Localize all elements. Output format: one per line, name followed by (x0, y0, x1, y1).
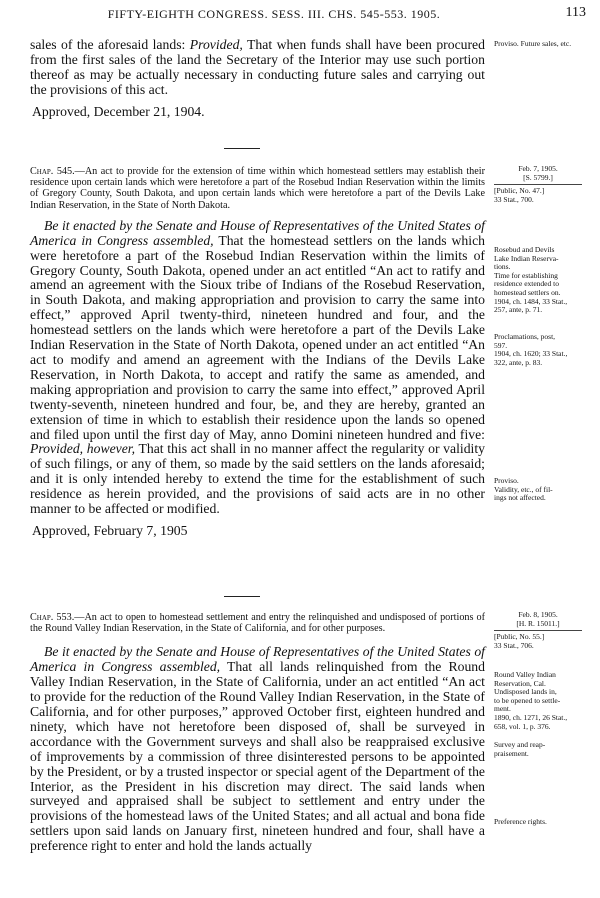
margin-round-valley: Round Valley Indian (494, 670, 556, 679)
margin-time-extended: Time for establishing (494, 270, 558, 280)
prev-act-end (30, 38, 485, 119)
chapter-545 (30, 166, 485, 538)
page-number: 113 (565, 5, 586, 20)
approved-line-545: Approved, February 7, 1905 (32, 522, 188, 538)
statute-page: FIFTY-EIGHTH CONGRESS. SESS. III. CHS. 545-553. 1905. 113 sales of the aforesaid lands: Provided, That when funds shall have been procured from the first sales of the land the Secretary of the Interior may use such portion thereof as may be actually necessary in conducting future sales and carrying out the provisions of this act. Approved, December 21, 1904. Proviso. Future sales, etc. Chap. 545.—An act to provide for the extension of time within which homestead settlers may establish their residence upon certain lands which were heretofore a part of the Rosebud Indian Reservation within the limits of Gregory County, South Dakota, and upon certain lands which were heretofore a part of the Devils Lake Indian Reservation, in the State of North Dakota. Be it enacted by the Senate and House of Representatives of the United States of America in Congress assembled, That the homestead settlers on the lands which were heretofore a part of the Rosebud Indian Reservation within the limits of Gregory County, South Dakota, opened under an act entitled “An act to ratify and amend an agreement with the Sioux tribe of Indians of the Rosebud Reservation, in South Dakota, and making appropriation and provision to carry the same into effect,” approved April twenty-third, nineteen hundred and four, and the homestead settlers on the lands which were heretofore a part of the Devils Lake Indian Reservation in the State of North Dakota, opened under an act entitled “An act to modify and amend an agreement with the Indians of the Devils Lake Reservation, in North Dakota, to accept and ratify the same as amended, and making appropriation and provision to carry the same into effect,” approved April twenty-seventh, nineteen hundred and four, be, and they are hereby, granted an extension of time in which to establish their residence upon the lands so opened and filed upon until the first day of May, anno Domini nineteen hundred and five: Provided, however, That this act shall in no manner affect the regularity or validity of such filings, or any of them, so made by the said settlers on the lands aforesaid; and it is only intended hereby to extend the time for the establishment of such residence as herein provided, and the provisions of said acts are in no other manner to be affected or modified. Approved, February 7, 1905 Feb. 7, 1905. [S. 5799.] [Public, No. 47.] 33 Stat., 700. Rosebud and Devils Lake Indian Reserva- tions. Time for establishing residence extended to homestead settlers on. 1904, ch. 1484, 33 Stat., 257, ante, p. 71. Proclamations, post, 597. 1904, ch. 1620; 33 Stat., 322, ante, p. 83. Proviso. Validity, etc., of fil- ings not affected. Chap. 553.—An act to open to homestead settlement and entry the relinquished and undisposed of portions of the Round Valley Indian Reservation, in the State of California, and for other purposes. Be it enacted by the Senate and House of Representatives of the United States of America in Congress assembled, That all lands relinquished from the Round Valley Indian Reservation, in the State of California, under an act entitled “An act to provide for the reduction of the Round Valley Indian Reservation, in the State of California, and for other purposes,” approved October first, eighteen hundred and ninety, which have not heretofore been disposed of, shall be surveyed in accordance with the Government surveys and shall also be reappraised exclusive of improvements by a commission of three disinterested persons to be appointed by the President, or by a trusted inspector or special agent of the Department of the Interior, as the President in his discretion may direct. The said lands when surveyed and appraised shall be subject to settlement and entry under the provisions of the homestead laws of the United States; and all actual and bona fide settlers upon said lands on January first, nineteen hundred and four, shall have a preference right to enter and hold the lands actually Feb. 8, 1905. [H. R. 15011.] [Public, No. 55.] 33 Stat., 706. Round Valley Indian Reservation, Cal. Undisposed lands in, to be opened to settle- ment. 1890, ch. 1271, 26 Stat., 658, vol. 1, p. 376. Survey and reap- praisement. Preference rights. (0, 0, 600, 898)
chapter-553 (30, 612, 485, 854)
running-header (0, 7, 600, 23)
margin-date-545: Feb. 7, 1905. (518, 164, 558, 173)
margin-proviso-545: Proviso. (494, 476, 519, 485)
margin-public-545: [Public, No. 47.] (494, 186, 545, 195)
header-title: FIFTY-EIGHTH CONGRESS. SESS. III. CHS. 545-553. 1905. (107, 7, 441, 21)
margin-proclamations: Proclamations, post, (494, 332, 556, 341)
margin-stat-545: 33 Stat., 700. (494, 194, 534, 204)
chapter-553-title: Chap. 553.—An act to open to homestead settlement and entry the relinquished and undisposed of portions of the Round Valley Indian Reservation, in the State of California, and for other purposes. (30, 612, 486, 635)
prev-act-paragraph: sales of the aforesaid lands: Provided, That when funds shall have been procured from the first sales of the land the Secretary of the Interior may use such portion thereof as may be actually necessary in conducting future sales and carrying out the provisions of this act. (30, 37, 485, 97)
section-divider-2 (224, 596, 260, 597)
chapter-545-title: Chap. 545.—An act to provide for the extension of time within which homestead settlers may establish their residence upon certain lands which were heretofore a part of the Rosebud Indian Reservation within the limits of Gregory County, South Dakota, and upon certain lands which were heretofore a part of the Devils Lake Indian Reservation, in the State of North Dakota. (30, 166, 486, 211)
margin-stat-553: 33 Stat., 706. (494, 640, 534, 650)
chapter-545-body: Be it enacted by the Senate and House of Representatives of the United States of America in Congress assembled, That the homestead settlers on the lands which were heretofore a part of the Rosebud Indian Reservation within the limits of Gregory County, South Dakota, opened under an act entitled “An act to ratify and amend an agreement with the Sioux tribe of Indians of the Rosebud Reservation, in South Dakota, and making appropriation and provision to carry the same into effect,” approved April twenty-third, nineteen hundred and four, and the homestead settlers on the lands which were heretofore a part of the Devils Lake Indian Reservation in the State of North Dakota, opened under an act entitled “An act to modify and amend an agreement with the Indians of the Devils Lake Reservation, in North Dakota, to accept and ratify the same as amended, and making appropriation and provision to carry the same into effect,” approved April twenty-seventh, nineteen hundred and four, be, and they are hereby, granted an extension of time in which to establish their residence upon the lands so opened and filed upon until the first day of May, anno Domini nineteen hundred and five: Provided, however, That this act shall in no manner affect the regularity or validity of such filings, or any of them, so made by the said settlers on the lands aforesaid; and it is only intended hereby to extend the time for the establishment of such residence as herein provided, and the provisions of said acts are in no other manner to be affected or modified. (30, 217, 485, 517)
chapter-553-body: Be it enacted by the Senate and House of Representatives of the United States of America in Congress assembled, That all lands relinquished from the Round Valley Indian Reservation, in the State of California, under an act entitled “An act to provide for the reduction of the Round Valley Indian Reservation, in the State of California, and for other purposes,” approved October first, eighteen hundred and ninety, which have not heretofore been disposed of, shall be surveyed in accordance with the Government surveys and shall also be reappraised exclusive of improvements by a commission of three disinterested persons to be appointed by the President, or by a trusted inspector or special agent of the Department of the Interior, as the President in his discretion may direct. The said lands when surveyed and appraised shall be subject to settlement and entry under the provisions of the homestead laws of the United States; and all actual and bona fide settlers upon said lands on January first, nineteen hundred and four, shall have a preference right to enter and hold the lands actually (30, 644, 485, 854)
margin-future-sales: Future sales, etc. (520, 39, 572, 48)
margin-survey: Survey and reap- (494, 740, 546, 749)
margin-rule-545 (494, 184, 582, 185)
margin-date-553: Feb. 8, 1905. (518, 610, 558, 619)
margin-public-553: [Public, No. 55.] (494, 632, 545, 641)
section-divider (224, 148, 260, 149)
margin-rule-553 (494, 630, 582, 631)
margin-bill-545: [S. 5799.] (523, 172, 553, 182)
margin-preference: Preference rights. (494, 817, 547, 826)
approved-line: Approved, December 21, 1904. (32, 103, 205, 119)
margin-bill-553: [H. R. 15011.] (516, 618, 560, 628)
margin-rosebud: Rosebud and Devils (494, 245, 555, 254)
margin-proviso: Proviso. (494, 39, 519, 48)
margin-notes-1 (494, 40, 594, 49)
